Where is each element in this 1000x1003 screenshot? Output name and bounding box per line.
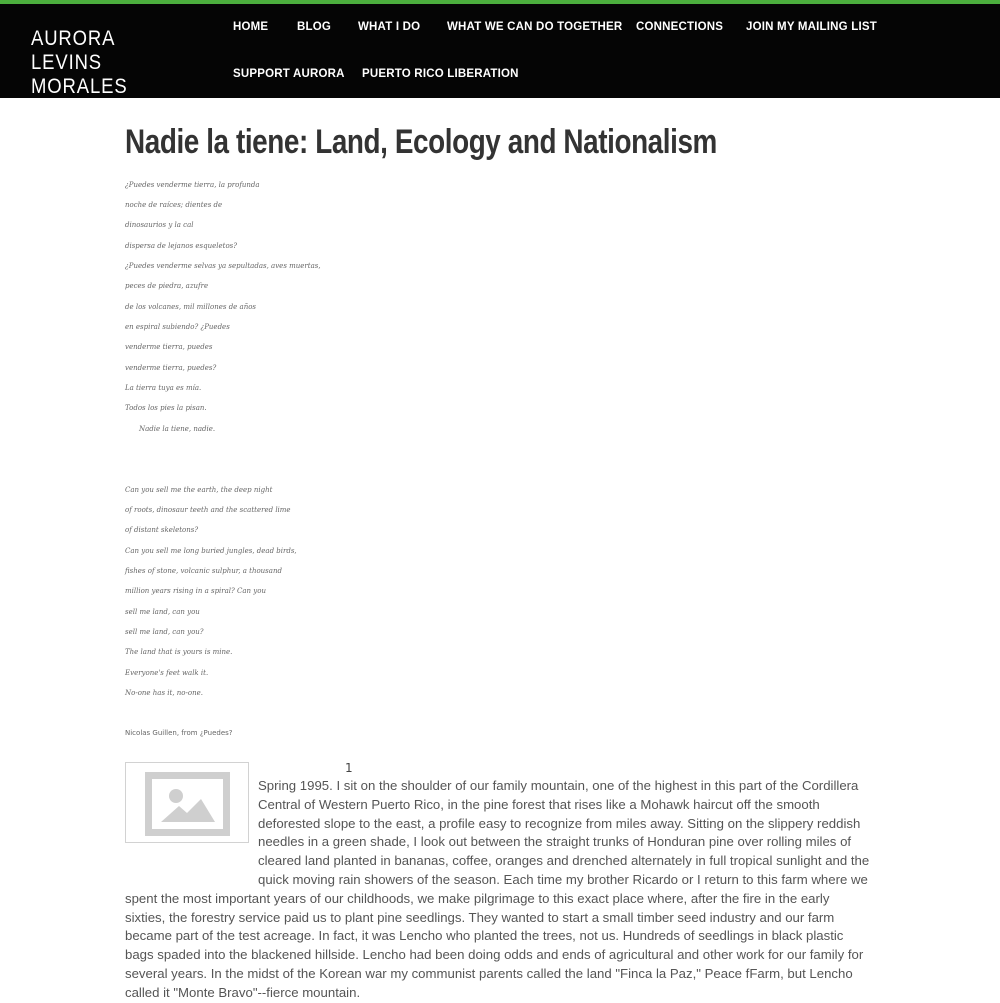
poem-line: of distant skeletons? (125, 526, 199, 534)
poem-line: sell me land, can you (125, 608, 200, 616)
article-paragraph-text: Spring 1995. I sit on the shoulder of our family mountain, one of the highest in this part of the Cordillera Central of Western Puerto Rico, in the pine forest that rises like a Mohawk haircut off the smooth deforested slope to the east, a profile easy to recognize from miles away. Sitting on the slippery reddish needles in a green shade, I look out between the straight trunks of Honduran pine over rolling miles of cleared land planted in bananas, coffee, oranges and drenched alternately in full tropical sunlight and the quick moving rain showers of the season. Each time my brother Ricardo or I return to this farm where we spent the most important years of our childhoods, we make pilgrimage to this exact place where, after the fire in the early sixties, the forestry service paid us to plant pine seedlings. They wanted to start a small timber seed industry and our farm became part of the test acreage. In fact, it was Lencho who planted the trees, not us. Hundreds of seedlings in black plastic bags spaded into the blackened hillside. Lencho had been doing odds and ends of agricultural and other work for our family for several years. In the midst of the Korean war my communist parents called the land "Finca la Paz," Peace fFarm, but Lencho called it "Monte Bravo"--fierce mountain. (125, 778, 870, 1000)
article-paragraph (125, 777, 873, 1003)
site-title-line-1[interactable]: AURORA LEVINS (31, 27, 115, 74)
poem-line: Everyone's feet walk it. (125, 669, 209, 677)
nav-item-join-mailing-list[interactable]: JOIN MY MAILING LIST (746, 21, 877, 33)
page-title: Nadie la tiene: Land, Ecology and Nationalism (125, 123, 717, 161)
nav-item-blog[interactable]: BLOG (297, 21, 332, 33)
poem-line: en espiral subiendo? ¿Puedes (125, 323, 230, 331)
nav-item-home[interactable]: HOME (233, 21, 269, 33)
poem-line: The land that is yours is mine. (125, 648, 233, 656)
nav-item-support-aurora[interactable]: SUPPORT AURORA (233, 68, 345, 80)
poem-line: Can you sell me long buried jungles, dead birds, (125, 547, 297, 555)
footnote-marker[interactable]: 1 (345, 761, 353, 775)
poem-line: La tierra tuya es mía. (125, 384, 202, 392)
poem-line: Todos los pies la pisan. (125, 404, 207, 412)
poem-line: fishes of stone, volcanic sulphur, a thousand (125, 567, 282, 575)
poem-line: venderme tierra, puedes? (125, 364, 217, 372)
poem-line: Can you sell me the earth, the deep night (125, 486, 273, 494)
poem-line: peces de piedra, azufre (125, 282, 209, 290)
site-header (0, 4, 1000, 98)
poem-line: No-one has it, no-one. (125, 689, 203, 697)
poem-line: dinosaurios y la cal (125, 221, 194, 229)
poem-line: ¿Puedes venderme tierra, la profunda (125, 181, 260, 189)
site-title[interactable] (31, 27, 181, 99)
poem-line: sell me land, can you? (125, 628, 204, 636)
nav-item-puerto-rico-liberation[interactable]: PUERTO RICO LIBERATION (362, 68, 519, 80)
poem-line: venderme tierra, puedes (125, 343, 213, 351)
poem-line: million years rising in a spiral? Can you (125, 587, 266, 595)
poem-line: de los volcanes, mil millones de años (125, 303, 257, 311)
poem-line: dispersa de lejanos esqueletos? (125, 242, 238, 250)
poem-attribution: Nicolas Guillen, from ¿Puedes? (125, 729, 233, 737)
poem-line: of roots, dinosaur teeth and the scattered lime (125, 506, 291, 514)
site-title-line-2[interactable]: MORALES (31, 75, 128, 98)
poem-line: Nadie la tiene, nadie. (139, 425, 216, 433)
nav-item-what-we-can-do-together[interactable]: WHAT WE CAN DO TOGETHER (447, 21, 623, 33)
poem-line: noche de raíces; dientes de (125, 201, 223, 209)
nav-item-what-i-do[interactable]: WHAT I DO (358, 21, 421, 33)
poem-line: ¿Puedes venderme selvas ya sepultadas, aves muertas, (125, 262, 321, 270)
nav-item-connections[interactable]: CONNECTIONS (636, 21, 724, 33)
